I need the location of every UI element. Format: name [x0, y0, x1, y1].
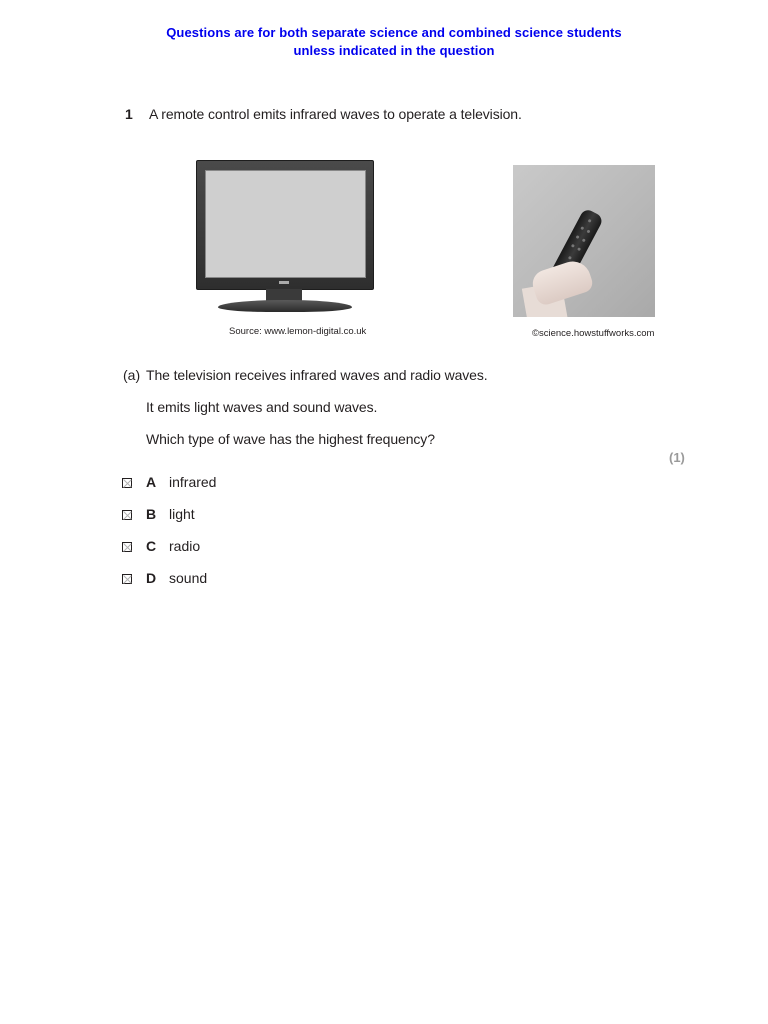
option-c-letter: C	[146, 538, 157, 554]
remote-button	[571, 244, 575, 248]
option-d-checkbox[interactable]	[122, 574, 132, 584]
option-d-letter: D	[146, 570, 157, 586]
remote-image-caption: ©science.howstuffworks.com	[532, 328, 655, 339]
remote-button	[576, 235, 580, 239]
option-a-letter: A	[146, 474, 157, 490]
option-c-text: radio	[169, 538, 201, 554]
remote-button	[582, 238, 586, 242]
part-a-label: (a)	[123, 367, 141, 383]
tv-stand-base	[218, 300, 352, 312]
remote-button	[580, 226, 584, 230]
question-number: 1	[125, 106, 133, 122]
hand	[529, 257, 595, 307]
remote-button	[568, 256, 572, 260]
part-a-question: Which type of wave has the highest frequency?	[146, 431, 435, 447]
question-stem: A remote control emits infrared waves to operate a television.	[149, 106, 522, 122]
part-a-line-1: The television receives infrared waves and radio waves.	[146, 367, 488, 383]
tv-bezel	[196, 160, 374, 290]
option-c-checkbox[interactable]	[122, 542, 132, 552]
remote-button	[588, 219, 592, 223]
television-image	[196, 160, 374, 316]
part-a-line-2: It emits light waves and sound waves.	[146, 399, 378, 415]
tv-screen	[205, 170, 366, 278]
page-header	[0, 24, 768, 60]
remote-button	[577, 247, 581, 251]
tv-logo	[279, 281, 289, 284]
option-a-text: infrared	[169, 474, 217, 490]
option-d-text: sound	[169, 570, 208, 586]
header-line-1: Questions are for both separate science and combined science students	[166, 25, 622, 40]
marks-indicator: (1)	[669, 450, 685, 465]
option-b-letter: B	[146, 506, 157, 522]
remote-button	[586, 229, 590, 233]
option-b-text: light	[169, 506, 195, 522]
remote-control-image	[513, 165, 655, 317]
tv-image-caption: Source: www.lemon-digital.co.uk	[229, 326, 367, 337]
option-b-checkbox[interactable]	[122, 510, 132, 520]
option-a-checkbox[interactable]	[122, 478, 132, 488]
header-line-2: unless indicated in the question	[293, 43, 495, 58]
